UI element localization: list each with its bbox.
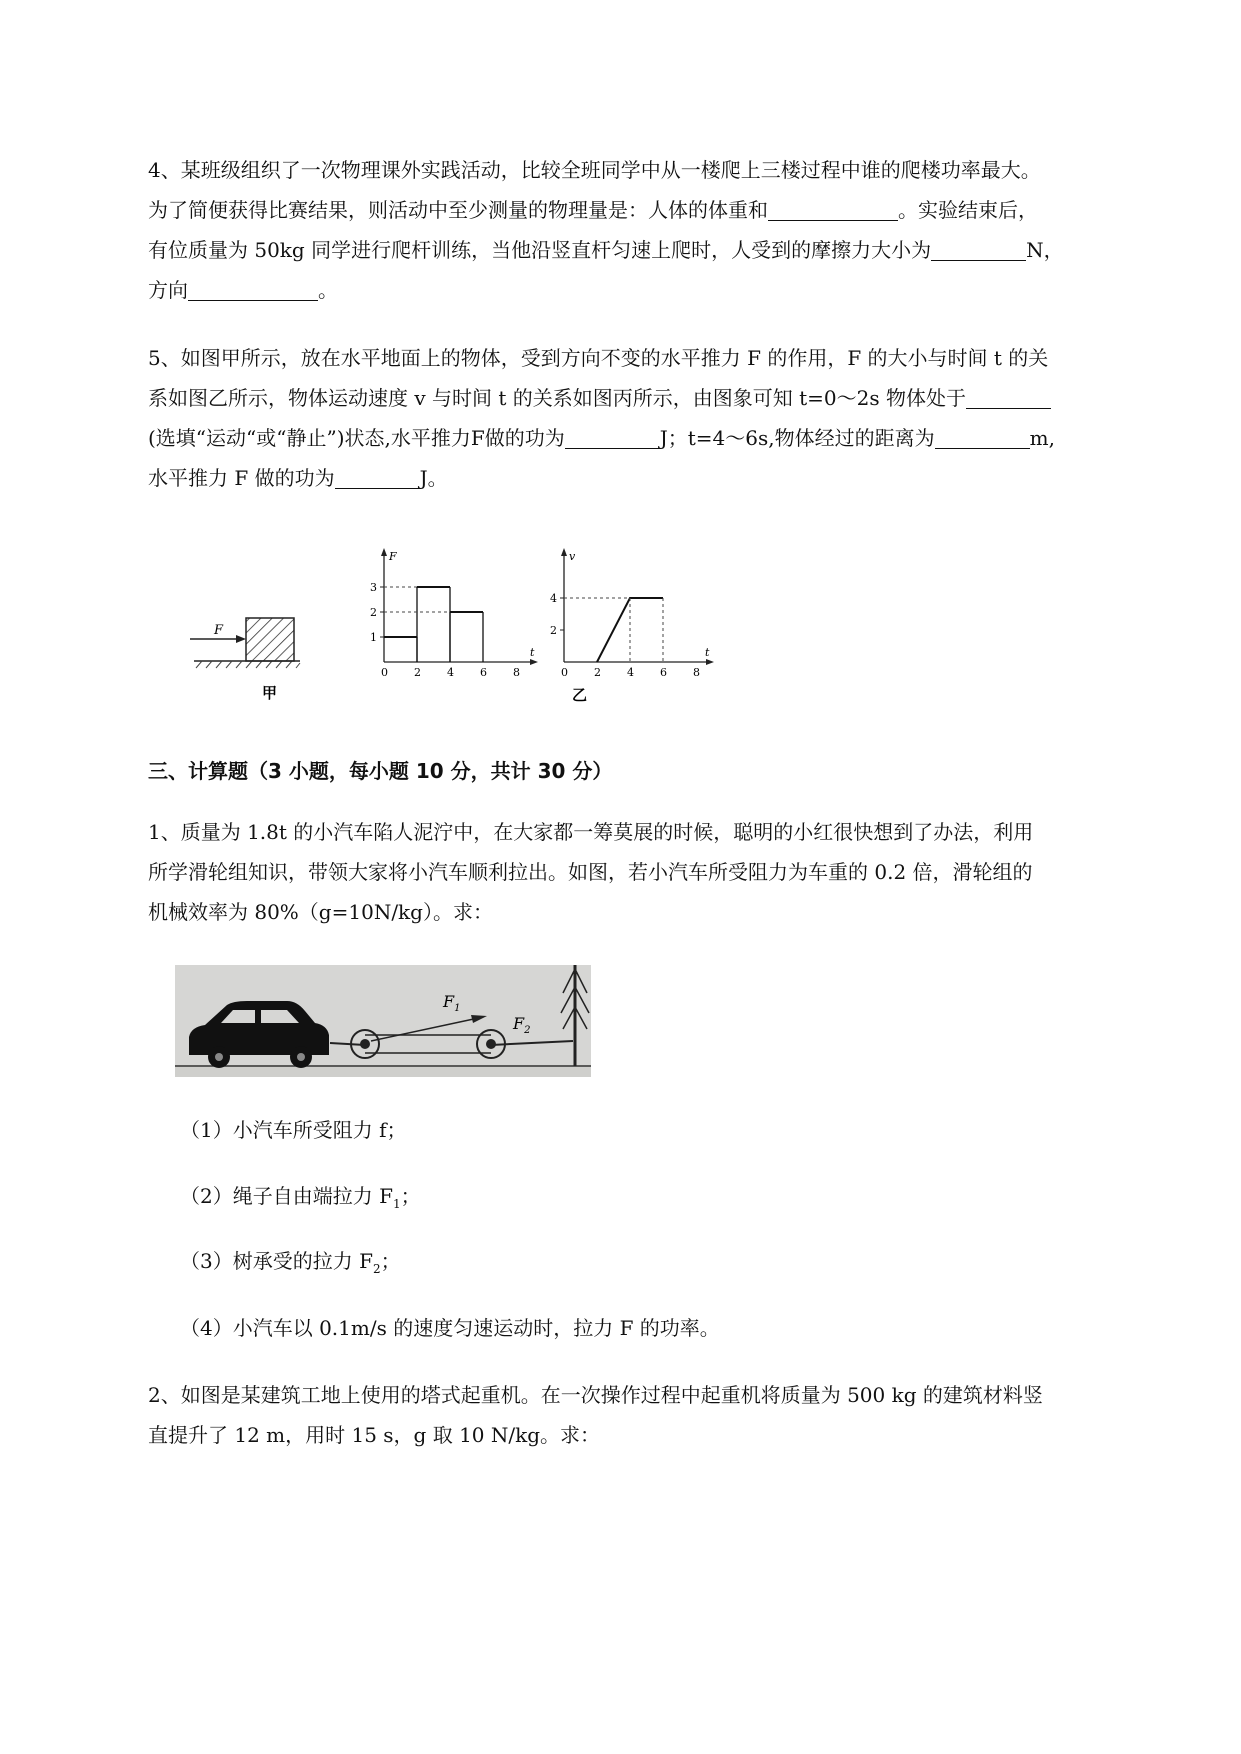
x-tick-label: 6 xyxy=(660,666,667,679)
sub-question-2: （2）绳子自由端拉力 $F_1$； xyxy=(180,1184,421,1211)
jia-caption: 甲 xyxy=(262,684,278,702)
answer-blank[interactable] xyxy=(335,466,420,489)
x-tick-label: 8 xyxy=(693,666,700,679)
f-axis-label: F xyxy=(389,550,397,563)
v-t-chart xyxy=(550,548,714,679)
calc-question-2 xyxy=(148,1375,1158,1455)
q5-line-1: 5、如图甲所示，放在水平地面上的物体，受到方向不变的水平推力 F 的作用，F 的大小与时间 t 的关 xyxy=(148,346,1049,370)
x-tick-label: 4 xyxy=(627,666,634,679)
x-tick-label: 8 xyxy=(513,666,520,679)
c1-line-1: 1、质量为 1.8t 的小汽车陷人泥泞中，在大家都一筹莫展的时候，聪明的小红很快想到了办法，利用 xyxy=(148,820,1034,844)
f2-label: $F_2$ xyxy=(513,1014,531,1036)
t-axis-label: t xyxy=(530,646,535,659)
question-5 xyxy=(148,338,1158,498)
y-tick-label: 1 xyxy=(370,631,377,644)
sub-question-1: （1）小汽车所受阻力 f； xyxy=(180,1118,407,1142)
sub-question-3: （3）树承受的拉力 $F_2$； xyxy=(180,1249,401,1276)
yi-caption: 乙 xyxy=(572,686,588,704)
answer-blank[interactable] xyxy=(188,278,318,301)
c2-line-1: 2、如图是某建筑工地上使用的塔式起重机。在一次操作过程中起重机将质量为 500 kg 的建筑材料竖 xyxy=(148,1383,1043,1407)
y-tick-label: 2 xyxy=(550,624,557,637)
x-tick-label: 0 xyxy=(561,666,568,679)
jia-diagram xyxy=(190,618,300,702)
q4-line-4: 方向 。 xyxy=(148,278,338,302)
answer-blank[interactable] xyxy=(768,198,898,221)
q5-figure xyxy=(180,540,800,710)
c1-line-3: 机械效率为 80%（g=10N/kg）。求： xyxy=(148,900,493,924)
q5-line-3: (选填“运动“或“静止”)状态,水平推力F做的功为 J；t=4～6s,物体经过的距离为 m, xyxy=(148,426,1055,450)
q4-line-1: 4、某班级组织了一次物理课外实践活动，比较全班同学中从一楼爬上三楼过程中谁的爬楼功率最大。 xyxy=(148,158,1041,182)
y-tick-label: 3 xyxy=(370,581,377,594)
f-t-chart xyxy=(370,548,538,679)
section-3-heading: 三、计算题（3 小题，每小题 10 分，共计 30 分） xyxy=(148,759,613,783)
answer-blank[interactable] xyxy=(966,386,1051,409)
t-axis-label: t xyxy=(705,646,710,659)
q4-line-3: 有位质量为 50kg 同学进行爬杆训练，当他沿竖直杆匀速上爬时，人受到的摩擦力大小为 N， xyxy=(148,238,1064,262)
sub-question-4: （4）小汽车以 0.1m/s 的速度匀速运动时，拉力 F 的功率。 xyxy=(180,1316,720,1340)
x-tick-label: 6 xyxy=(480,666,487,679)
y-tick-label: 4 xyxy=(550,592,557,605)
car-pulley-figure xyxy=(175,965,591,1077)
f1-label: $F_1$ xyxy=(443,992,461,1014)
answer-blank[interactable] xyxy=(565,426,660,449)
calc-question-1 xyxy=(148,812,1158,932)
force-label: F xyxy=(214,623,224,638)
q4-line-2: 为了简便获得比赛结果，则活动中至少测量的物理量是：人体的体重和 。实验结束后， xyxy=(148,198,1038,222)
x-tick-label: 2 xyxy=(594,666,601,679)
q5-line-2: 系如图乙所示，物体运动速度 v 与时间 t 的关系如图丙所示，由图象可知 t=0～2s 物体处于 xyxy=(148,378,1158,418)
y-tick-label: 2 xyxy=(370,606,377,619)
x-tick-label: 0 xyxy=(381,666,388,679)
q5-line-4: 水平推力 F 做的功为 J。 xyxy=(148,466,448,490)
x-tick-label: 4 xyxy=(447,666,454,679)
question-4 xyxy=(148,150,1158,310)
v-axis-label: v xyxy=(569,550,576,563)
c2-line-2: 直提升了 12 m，用时 15 s，g 取 10 N/kg。求： xyxy=(148,1423,601,1447)
answer-blank[interactable] xyxy=(931,238,1026,261)
answer-blank[interactable] xyxy=(935,426,1030,449)
x-tick-label: 2 xyxy=(414,666,421,679)
c1-line-2: 所学滑轮组知识，带领大家将小汽车顺利拉出。如图，若小汽车所受阻力为车重的 0.2 倍，滑轮组的 xyxy=(148,860,1033,884)
